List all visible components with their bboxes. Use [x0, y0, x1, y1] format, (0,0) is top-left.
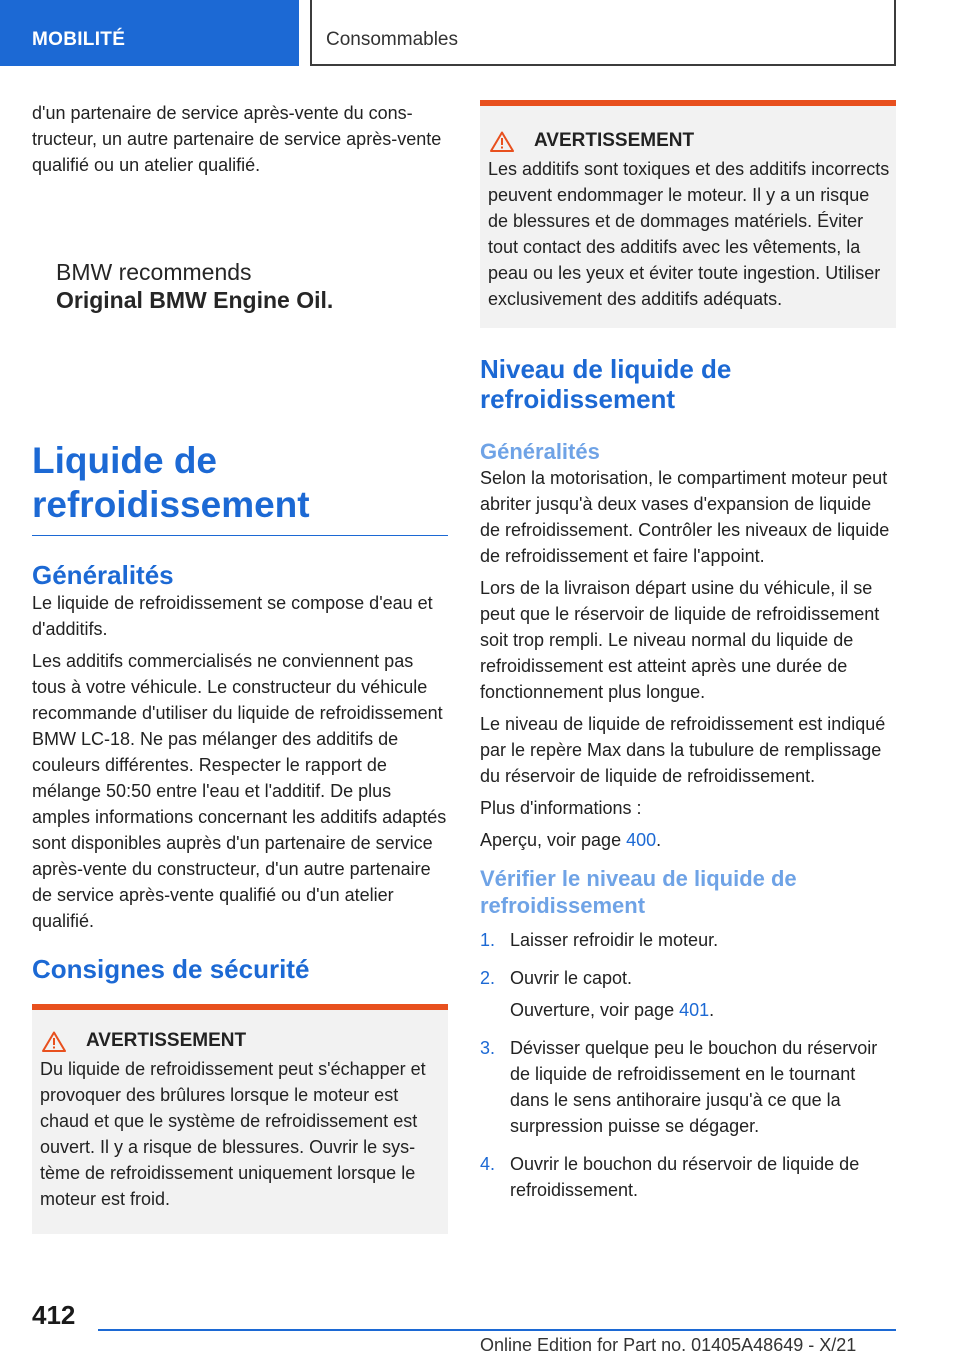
overview-reference	[480, 827, 896, 853]
step-reference	[510, 997, 714, 1023]
intro-paragraph: d'un partenaire de service après-vente du constructeur, un autre partenaire de service après-vente qualifié ou un atelier qualifié.	[32, 103, 442, 175]
overview-suffix: .	[656, 830, 662, 850]
step-text: Dévisser quelque peu le bouchon du réservoir de liquide de refroidissement en le tournant dans le sens antihoraire jusqu'à ce que la surpression puisse se dégager.	[510, 1038, 878, 1136]
chapter-tab	[310, 0, 896, 66]
safety-heading: Consignes de sécurité	[32, 954, 310, 984]
warning-triangle-icon	[42, 1031, 66, 1052]
general-paragraph-1: Le liquide de refroidissement se compose d'eau et d'additifs.	[32, 593, 433, 639]
step-text: Ouvrir le bouchon du réservoir de liquide de refroidissement.	[510, 1154, 860, 1200]
page-title: Liquide de refroidissement	[32, 439, 448, 536]
level-paragraph-3: Le niveau de liquide de refroidissement est indiqué par le repère Max dans la tubulure de remplissage du réservoir de liquide de refroidissement.	[480, 714, 886, 786]
overview-prefix: Aperçu, voir page	[480, 830, 627, 850]
more-info-label: Plus d'informations :	[480, 798, 642, 818]
step-item	[480, 927, 896, 959]
step-number: 2.	[480, 968, 496, 988]
step-item	[480, 1035, 896, 1145]
general-paragraph-2: Les additifs commercialisés ne conviennent pas tous à votre véhicule. Le constructeur du véhicule recommande d'utiliser du liquide de refroidissement BMW LC-18. Ne pas mélanger des additifs de couleurs différentes. Respecter le rapport de mélange 50:50 entre l'eau et l'additif. De plus amples informations concernant les additifs adaptés sont disponibles auprès d'un partenaire de service après-vente du constructeur, d'un autre partenaire de service après-vente qualifié ou d'un atelier qualifié.	[32, 651, 447, 931]
warning-text: Les additifs sont toxiques et des additifs incorrects peuvent endommager le moteur. Il y a un risque de blessures et de dommages matériels. Éviter tout contact des additifs avec les vêtements, la peau ou les yeux et éviter toute ingestion. Utiliser exclusivement des additifs adéquats.	[488, 159, 890, 309]
step-reference-suffix: .	[709, 1000, 715, 1020]
check-heading: Vérifier le niveau de liquide de refroidissement	[480, 866, 797, 918]
warning-title-text: AVERTISSEMENT	[86, 1030, 247, 1051]
page-number: 412	[32, 1300, 76, 1330]
warning-box	[32, 1004, 448, 1234]
steps-list	[480, 927, 896, 1209]
promo-banner	[56, 258, 448, 314]
warning-title	[40, 1030, 442, 1052]
step-item	[480, 1151, 896, 1209]
overview-page-link[interactable]: 400	[626, 830, 657, 850]
right-column	[480, 100, 896, 1215]
promo-line-1: BMW recommends	[56, 259, 252, 285]
warning-triangle-icon	[490, 131, 514, 152]
promo-line-2: Original BMW Engine Oil.	[56, 287, 334, 313]
footer-divider	[98, 1329, 896, 1331]
section-title: MOBILITÉ	[32, 29, 126, 50]
step-number: 3.	[480, 1038, 496, 1058]
left-column	[32, 100, 448, 1234]
step-reference-prefix: Ouverture, voir page	[510, 1000, 680, 1020]
warning-box-additives	[480, 100, 896, 328]
edition-text: Online Edition for Part no. 01405A48649 - X/21	[480, 1335, 857, 1355]
level-paragraph-1: Selon la motorisation, le compartiment moteur peut abriter jusqu'à deux vases d'expansion de liquide de refroidissement. Contrôler les niveaux de liquide de refroidissement et faire l'appoint.	[480, 468, 890, 566]
chapter-title: Consommables	[326, 29, 458, 50]
step-number: 1.	[480, 930, 496, 950]
step-text: Laisser refroidir le moteur.	[510, 930, 719, 950]
general-heading: Généralités	[480, 439, 600, 464]
step-number: 4.	[480, 1154, 496, 1174]
warning-title	[488, 130, 890, 152]
step-text: Ouvrir le capot.	[510, 968, 633, 988]
section-tab	[0, 0, 299, 66]
warning-text: Du liquide de refroidissement peut s'échapper et provoquer des brûlures lorsque le moteur est chaud et que le système de refroidissement est ouvert. Il y a risque de blessures. Ouvrir le système de refroidissement uniquement lorsque le moteur est froid.	[40, 1059, 426, 1209]
opening-page-link[interactable]: 401	[679, 1000, 710, 1020]
general-heading: Généralités	[32, 560, 174, 590]
step-item	[480, 965, 896, 1029]
warning-title-text: AVERTISSEMENT	[534, 130, 695, 151]
level-heading: Niveau de liquide de refroidissement	[480, 354, 732, 414]
level-paragraph-2: Lors de la livraison départ usine du véhicule, il se peut que le réservoir de liquide de refroidissement soit trop rempli. Le niveau normal du liquide de refroidissement est atteint après une durée de fonctionnement plus longue.	[480, 578, 880, 702]
